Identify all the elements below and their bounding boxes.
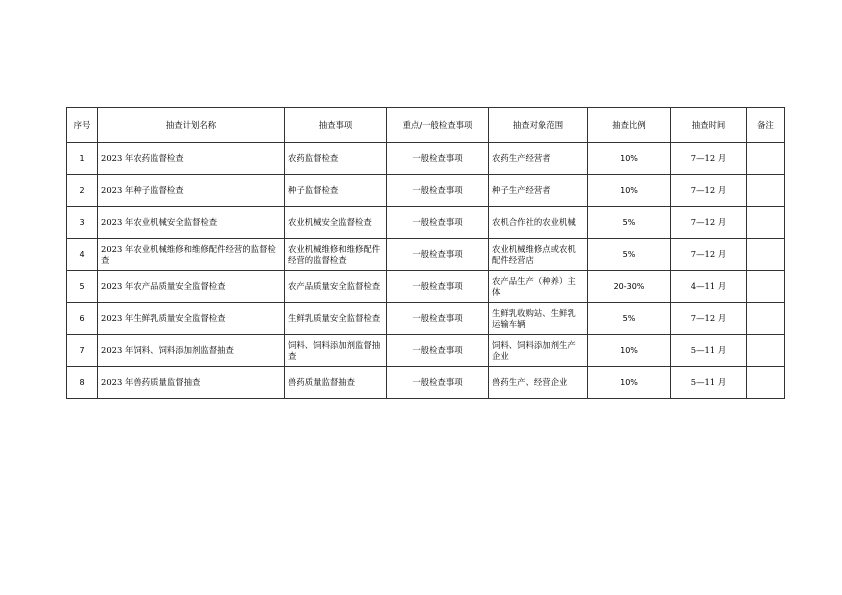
table-row xyxy=(67,207,785,239)
cell-ratio: 5% xyxy=(588,239,671,271)
table-row xyxy=(67,271,785,303)
cell-plan-name: 2023 年兽药质量监督抽查 xyxy=(98,367,285,399)
cell-time: 7—12 月 xyxy=(671,175,747,207)
header-scope: 抽查对象范围 xyxy=(489,108,588,143)
header-time: 抽查时间 xyxy=(671,108,747,143)
cell-time: 7—12 月 xyxy=(671,239,747,271)
cell-ratio: 5% xyxy=(588,303,671,335)
cell-type: 一般检查事项 xyxy=(387,239,489,271)
cell-scope: 农产品生产（种养）主体 xyxy=(489,271,588,303)
cell-item: 饲料、饲料添加剂监督抽查 xyxy=(285,335,387,367)
cell-remark xyxy=(747,207,785,239)
table-row xyxy=(67,143,785,175)
cell-item: 生鲜乳质量安全监督检查 xyxy=(285,303,387,335)
cell-time: 5—11 月 xyxy=(671,367,747,399)
cell-plan-name: 2023 年农业机械维修和维修配件经营的监督检查 xyxy=(98,239,285,271)
cell-no: 7 xyxy=(67,335,98,367)
table-row xyxy=(67,335,785,367)
cell-plan-name: 2023 年农药监督检查 xyxy=(98,143,285,175)
cell-type: 一般检查事项 xyxy=(387,143,489,175)
cell-no: 4 xyxy=(67,239,98,271)
table-row xyxy=(67,303,785,335)
cell-plan-name: 2023 年种子监督检查 xyxy=(98,175,285,207)
cell-remark xyxy=(747,143,785,175)
cell-type: 一般检查事项 xyxy=(387,303,489,335)
cell-type: 一般检查事项 xyxy=(387,175,489,207)
cell-item: 农业机械维修和维修配件经营的监督检查 xyxy=(285,239,387,271)
cell-item: 农业机械安全监督检查 xyxy=(285,207,387,239)
cell-no: 8 xyxy=(67,367,98,399)
header-remark: 备注 xyxy=(747,108,785,143)
table-row xyxy=(67,239,785,271)
cell-ratio: 20-30% xyxy=(588,271,671,303)
cell-type: 一般检查事项 xyxy=(387,335,489,367)
cell-scope: 农机合作社的农业机械 xyxy=(489,207,588,239)
header-item: 抽查事项 xyxy=(285,108,387,143)
cell-time: 7—12 月 xyxy=(671,207,747,239)
table-row xyxy=(67,367,785,399)
cell-no: 6 xyxy=(67,303,98,335)
header-type: 重点/一般检查事项 xyxy=(387,108,489,143)
cell-remark xyxy=(747,335,785,367)
cell-type: 一般检查事项 xyxy=(387,271,489,303)
cell-ratio: 10% xyxy=(588,143,671,175)
cell-scope: 农业机械维修点或农机配件经营店 xyxy=(489,239,588,271)
header-plan-name: 抽查计划名称 xyxy=(98,108,285,143)
cell-remark xyxy=(747,367,785,399)
cell-scope: 兽药生产、经营企业 xyxy=(489,367,588,399)
cell-ratio: 10% xyxy=(588,175,671,207)
cell-remark xyxy=(747,239,785,271)
inspection-plan-table xyxy=(66,107,785,399)
cell-item: 种子监督检查 xyxy=(285,175,387,207)
cell-plan-name: 2023 年饲料、饲料添加剂监督抽查 xyxy=(98,335,285,367)
cell-no: 1 xyxy=(67,143,98,175)
cell-no: 5 xyxy=(67,271,98,303)
header-ratio: 抽查比例 xyxy=(588,108,671,143)
cell-ratio: 5% xyxy=(588,207,671,239)
cell-scope: 生鲜乳收购站、生鲜乳运输车辆 xyxy=(489,303,588,335)
cell-time: 7—12 月 xyxy=(671,143,747,175)
cell-type: 一般检查事项 xyxy=(387,207,489,239)
cell-time: 4—11 月 xyxy=(671,271,747,303)
cell-no: 2 xyxy=(67,175,98,207)
cell-no: 3 xyxy=(67,207,98,239)
table-row xyxy=(67,175,785,207)
cell-scope: 种子生产经营者 xyxy=(489,175,588,207)
cell-plan-name: 2023 年生鲜乳质量安全监督检查 xyxy=(98,303,285,335)
cell-item: 农产品质量安全监督检查 xyxy=(285,271,387,303)
cell-plan-name: 2023 年农业机械安全监督检查 xyxy=(98,207,285,239)
cell-time: 5—11 月 xyxy=(671,335,747,367)
header-no: 序号 xyxy=(67,108,98,143)
table-header-row xyxy=(67,108,785,143)
cell-remark xyxy=(747,175,785,207)
cell-plan-name: 2023 年农产品质量安全监督检查 xyxy=(98,271,285,303)
cell-scope: 饲料、饲料添加剂生产企业 xyxy=(489,335,588,367)
cell-remark xyxy=(747,271,785,303)
cell-item: 农药监督检查 xyxy=(285,143,387,175)
cell-item: 兽药质量监督抽查 xyxy=(285,367,387,399)
cell-time: 7—12 月 xyxy=(671,303,747,335)
cell-remark xyxy=(747,303,785,335)
cell-scope: 农药生产经营者 xyxy=(489,143,588,175)
cell-type: 一般检查事项 xyxy=(387,367,489,399)
cell-ratio: 10% xyxy=(588,367,671,399)
cell-ratio: 10% xyxy=(588,335,671,367)
